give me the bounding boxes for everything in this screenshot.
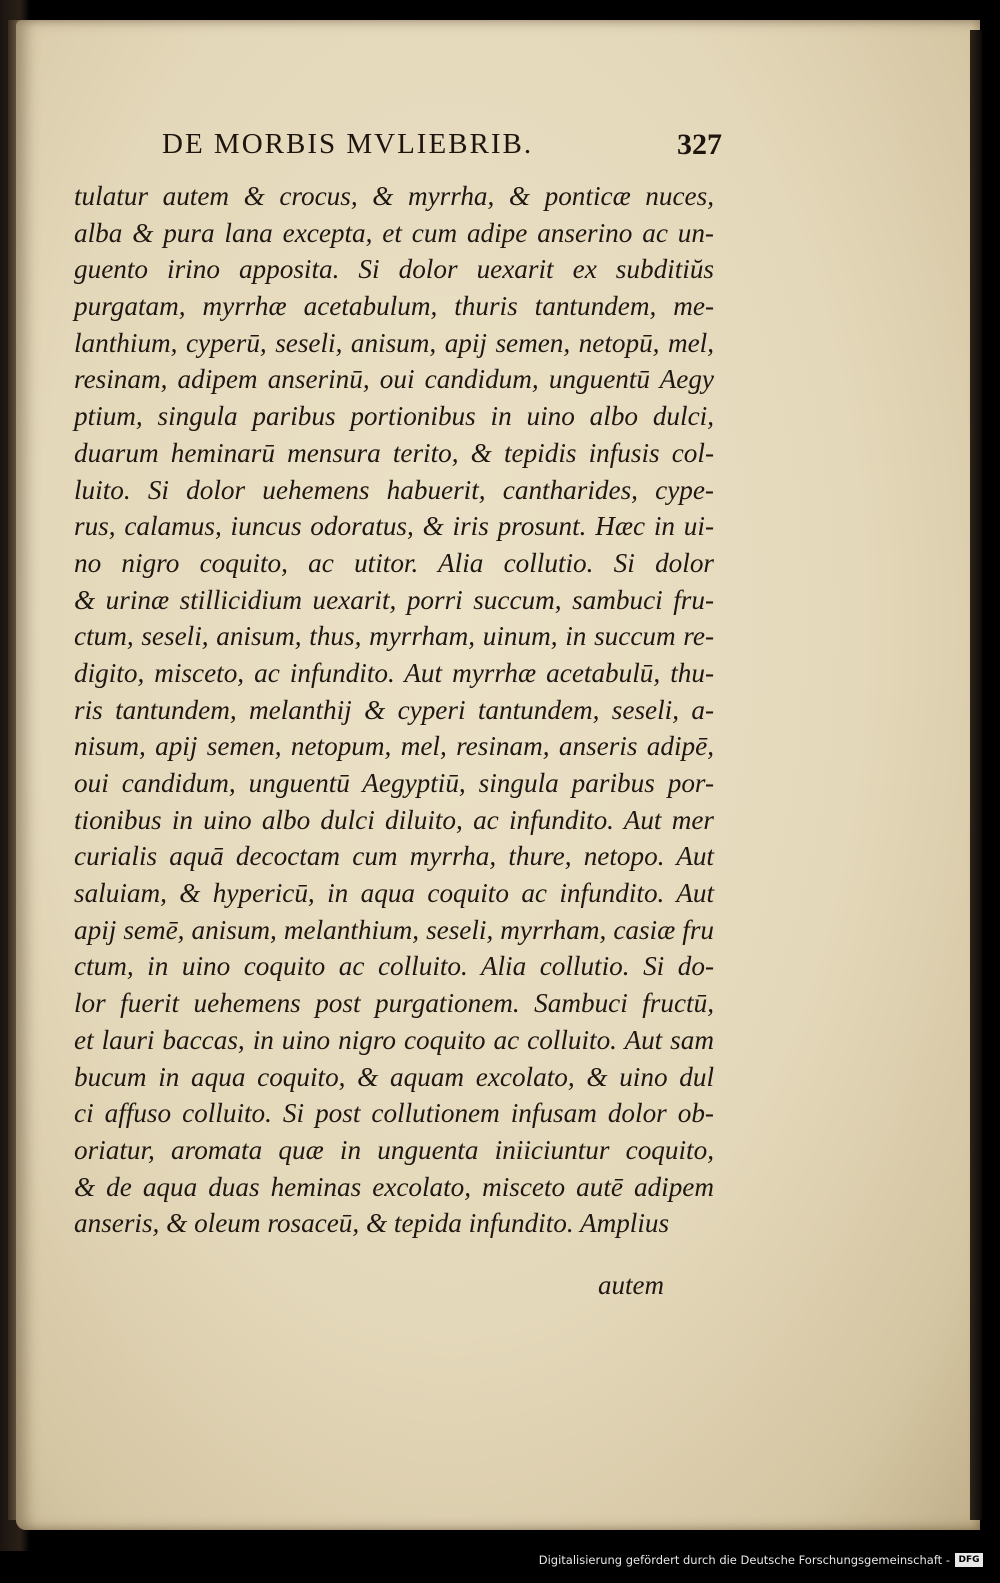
- running-title: DE MORBIS MVLIEBRIB.: [162, 128, 534, 160]
- text-line: rus, calamus, iuncus odoratus, & iris prosunt. Hæc in ui-: [74, 511, 714, 542]
- text-line: luito. Si dolor uehemens habuerit, cantharides, cype-: [74, 474, 714, 505]
- text-line: saluiam, & hypericū, in aqua coquito ac infundito. Aut: [74, 878, 714, 909]
- text-line: oui candidum, unguentū Aegyptiū, singula paribus por-: [74, 768, 714, 798]
- text-line: apij semē, anisum, melanthium, seseli, myrrham, casiæ fru: [74, 914, 714, 945]
- text-line: digito, misceto, ac infundito. Aut myrrhæ acetabulū, thu-: [74, 657, 714, 688]
- text-line: no nigro coquito, ac utitor. Alia collutio. Si dolor: [74, 547, 714, 578]
- dfg-logo-icon: DFG: [955, 1553, 983, 1567]
- text-line: alba & pura lana excepta, et cum adipe anserino ac un-: [74, 217, 714, 248]
- text-line: et lauri baccas, in uino nigro coquito ac colluito. Aut sam: [74, 1024, 714, 1055]
- text-line: ris tantundem, melanthij & cyperi tantundem, seseli, a-: [74, 694, 714, 725]
- page-header: [162, 128, 722, 172]
- text-line: nisum, apij semen, netopum, mel, resinam, anseris adipē,: [74, 731, 714, 762]
- text-line: duarum heminarū mensura terito, & tepidis infusis col-: [74, 437, 714, 468]
- text-line: purgatam, myrrhæ acetabulum, thuris tantundem, me-: [74, 291, 714, 322]
- page-number: 327: [677, 128, 722, 161]
- text-line: lor fuerit uehemens post purgationem. Sambuci fructū,: [74, 988, 714, 1019]
- catchword: autem: [598, 1270, 664, 1300]
- text-line: ctum, seseli, anisum, thus, myrrham, uinum, in succum re-: [74, 621, 714, 652]
- footer-credit: Digitalisierung gefördert durch die Deutsche Forschungsgemeinschaft -: [538, 1553, 950, 1567]
- text-line: lanthium, cyperū, seseli, anisum, apij semen, netopū, mel,: [74, 327, 714, 358]
- text-line: resinam, adipem anserinū, oui candidum, unguentū Aegy: [74, 364, 714, 395]
- text-line: & urinæ stillicidium uexarit, porri succum, sambuci fru-: [74, 584, 714, 615]
- text-line: anseris, & oleum rosaceū, & tepida infundito. Amplius: [74, 1208, 670, 1239]
- text-line: guento irino apposita. Si dolor uexarit ex subditiŭs: [74, 254, 714, 285]
- body-text: [74, 178, 714, 1242]
- text-line: oriatur, aromata quæ in unguenta iniiciuntur coquito,: [74, 1134, 714, 1165]
- text-line: tionibus in uino albo dulci diluito, ac infundito. Aut mer: [74, 804, 714, 835]
- text-line: ci affuso colluito. Si post collutionem infusam dolor ob-: [74, 1098, 714, 1129]
- text-line: bucum in aqua coquito, & aquam excolato, & uino dul: [74, 1061, 714, 1092]
- page-edge-shadow: [970, 30, 982, 1520]
- text-line: tulatur autem & crocus, & myrrha, & ponticæ nuces,: [74, 181, 714, 211]
- text-line: & de aqua duas heminas excolato, misceto autē adipem: [74, 1171, 714, 1202]
- text-line: ctum, in uino coquito ac colluito. Alia collutio. Si do-: [74, 951, 714, 982]
- text-line: curialis aquā decoctam cum myrrha, thure, netopo. Aut: [74, 841, 714, 872]
- text-line: ptium, singula paribus portionibus in uino albo dulci,: [74, 401, 714, 432]
